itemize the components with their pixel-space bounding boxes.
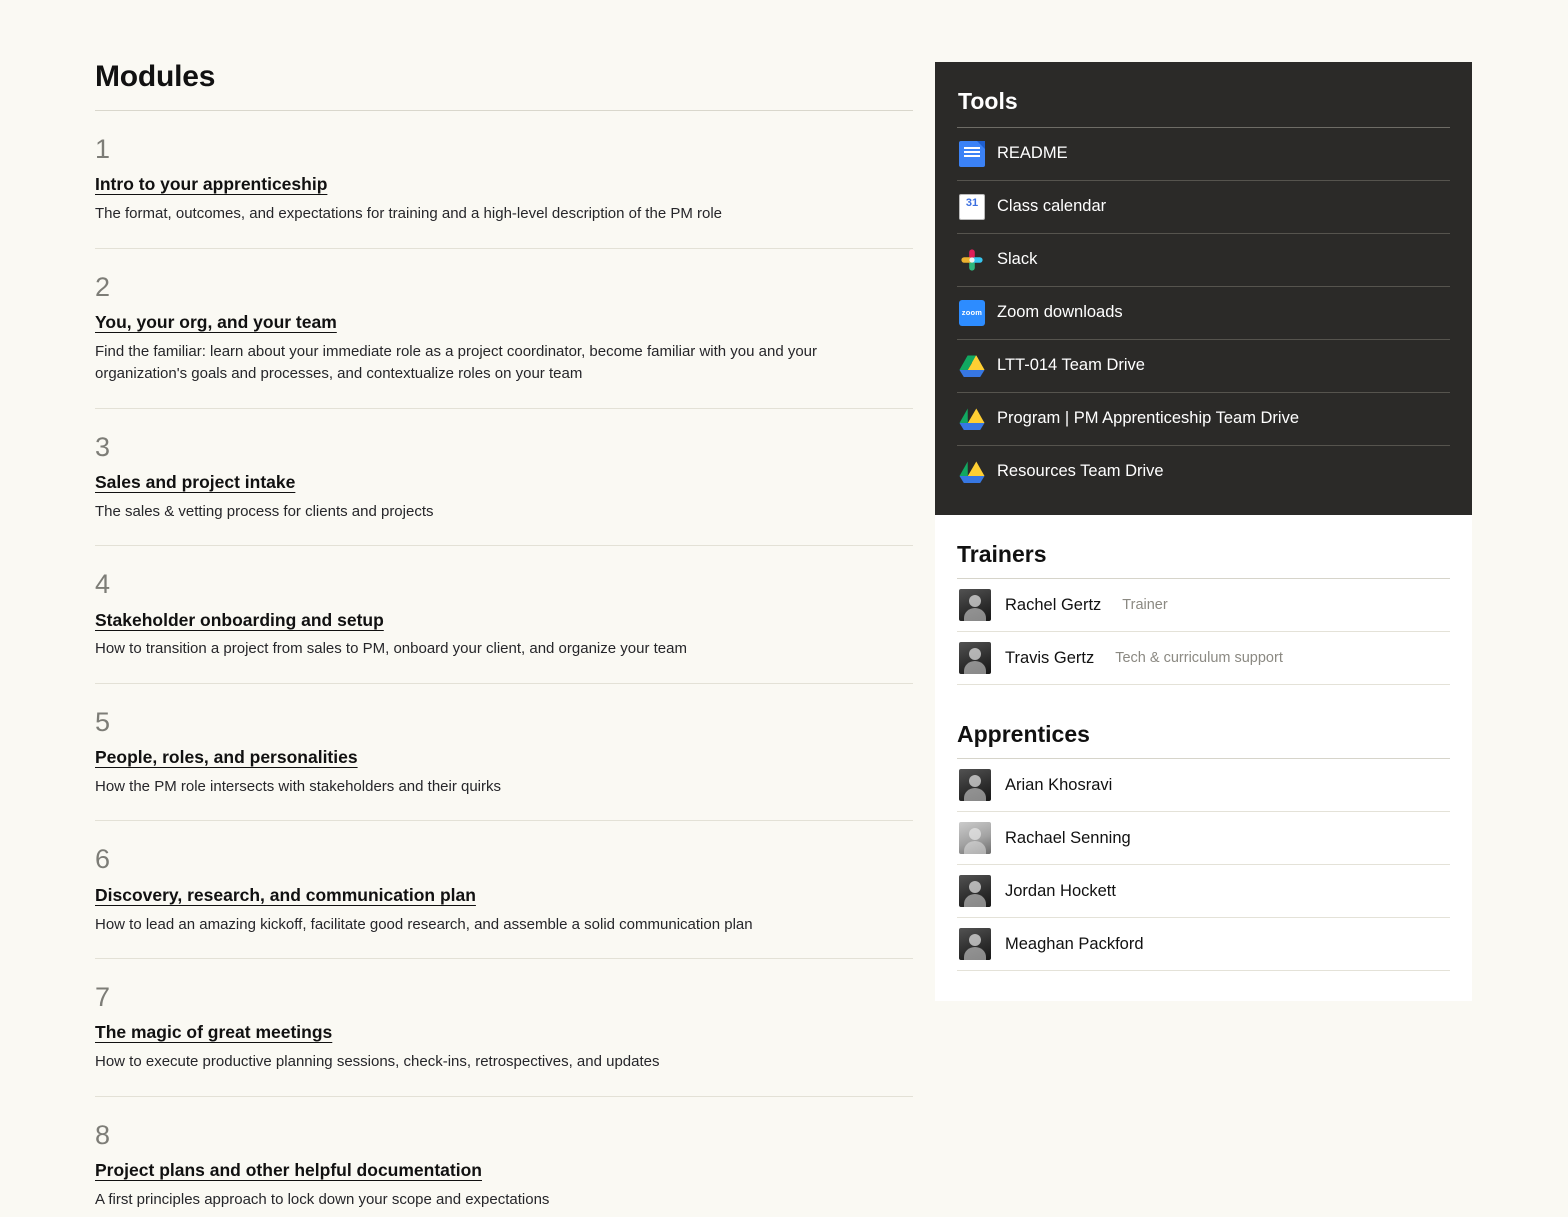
tool-item-readme[interactable] — [957, 128, 1450, 181]
module-item — [95, 821, 913, 959]
module-number: 7 — [95, 982, 111, 1013]
google-docs-icon — [959, 141, 985, 167]
module-description: How the PM role intersects with stakeholders and their quirks — [95, 777, 502, 795]
module-title-link[interactable]: Intro to your apprenticeship — [95, 174, 328, 195]
tool-label: Resources Team Drive — [997, 462, 1164, 481]
google-drive-icon — [959, 353, 985, 379]
tool-item-zoom-downloads[interactable] — [957, 287, 1450, 340]
module-item — [95, 111, 913, 249]
module-title-link[interactable]: Sales and project intake — [95, 472, 296, 493]
module-item — [95, 959, 913, 1097]
modules-section — [95, 60, 913, 1217]
person-name: Rachael Senning — [1005, 828, 1131, 847]
module-description: How to transition a project from sales to PM, onboard your client, and organize your team — [95, 640, 687, 658]
tools-panel — [935, 62, 1472, 515]
apprentices-heading: Apprentices — [957, 721, 1090, 747]
module-item — [95, 1097, 913, 1217]
module-title-link[interactable]: Stakeholder onboarding and setup — [95, 609, 384, 630]
tool-item-program-pm-apprenticeship-team-drive[interactable] — [957, 393, 1450, 446]
module-description: A first principles approach to lock down your scope and expectations — [95, 1190, 550, 1208]
tool-item-class-calendar[interactable] — [957, 181, 1450, 234]
module-description: The sales & vetting process for clients and projects — [95, 502, 434, 520]
avatar — [959, 875, 991, 907]
module-item — [95, 684, 913, 822]
person-role: Trainer — [1122, 597, 1168, 613]
apprentice-row[interactable] — [957, 759, 1450, 812]
tool-label: LTT-014 Team Drive — [997, 356, 1145, 375]
apprentice-row[interactable] — [957, 812, 1450, 865]
module-item — [95, 249, 913, 409]
avatar — [959, 822, 991, 854]
person-name: Jordan Hockett — [1005, 881, 1116, 900]
avatar — [959, 589, 991, 621]
sidebar — [935, 62, 1472, 1001]
tool-label: Class calendar — [997, 197, 1107, 216]
calendar-day-number: 31 — [965, 197, 979, 209]
tool-item-resources-team-drive[interactable] — [957, 446, 1450, 489]
module-item — [95, 409, 913, 547]
module-title-link[interactable]: You, your org, and your team — [95, 311, 337, 332]
tool-label: Program | PM Apprenticeship Team Drive — [997, 409, 1300, 428]
page-title: Modules — [95, 60, 216, 93]
google-drive-icon — [959, 406, 985, 432]
zoom-icon: zoom — [959, 300, 985, 326]
module-description: The format, outcomes, and expectations for training and a high-level description of the PM role — [95, 205, 723, 223]
tool-label: README — [997, 144, 1068, 163]
module-number: 2 — [95, 271, 111, 302]
module-number: 6 — [95, 844, 111, 875]
module-item — [95, 546, 913, 684]
top-edge-strip — [0, 0, 1568, 2]
module-number: 1 — [95, 134, 111, 164]
module-number: 8 — [95, 1119, 111, 1150]
tool-item-ltt-014-team-drive[interactable] — [957, 340, 1450, 393]
module-description: How to execute productive planning sessions, check-ins, retrospectives, and updates — [95, 1053, 660, 1071]
module-title-link[interactable]: The magic of great meetings — [95, 1022, 333, 1043]
avatar — [959, 928, 991, 960]
person-name: Arian Khosravi — [1005, 775, 1113, 794]
module-description: Find the familiar: learn about your immediate role as a project coordinator, become familiar with you and your organization's goals and processes, and contextualize roles on your team — [95, 342, 818, 383]
avatar — [959, 769, 991, 801]
module-number: 5 — [95, 706, 111, 737]
module-number: 4 — [95, 569, 111, 600]
tools-heading: Tools — [958, 88, 1018, 114]
apprentice-row[interactable] — [957, 865, 1450, 918]
person-name: Rachel Gertz — [1005, 595, 1102, 614]
tool-label: Slack — [997, 250, 1038, 269]
apprentice-row[interactable] — [957, 918, 1450, 971]
module-title-link[interactable]: People, roles, and personalities — [95, 747, 358, 768]
trainer-row[interactable] — [957, 579, 1450, 632]
people-card — [935, 515, 1472, 1001]
tool-item-slack[interactable] — [957, 234, 1450, 287]
trainer-row[interactable] — [957, 632, 1450, 685]
person-role: Tech & curriculum support — [1115, 650, 1283, 666]
google-calendar-icon — [959, 194, 985, 220]
module-title-link[interactable]: Discovery, research, and communication plan — [95, 884, 476, 905]
google-drive-icon — [959, 459, 985, 485]
module-description: How to lead an amazing kickoff, facilitate good research, and assemble a solid communication plan — [95, 915, 753, 933]
trainers-heading: Trainers — [957, 541, 1047, 567]
avatar — [959, 642, 991, 674]
module-title-link[interactable]: Project plans and other helpful documentation — [95, 1160, 482, 1180]
slack-icon — [959, 247, 985, 273]
module-number: 3 — [95, 431, 111, 462]
tool-label: Zoom downloads — [997, 303, 1123, 322]
person-name: Travis Gertz — [1005, 648, 1095, 667]
person-name: Meaghan Packford — [1005, 934, 1144, 953]
